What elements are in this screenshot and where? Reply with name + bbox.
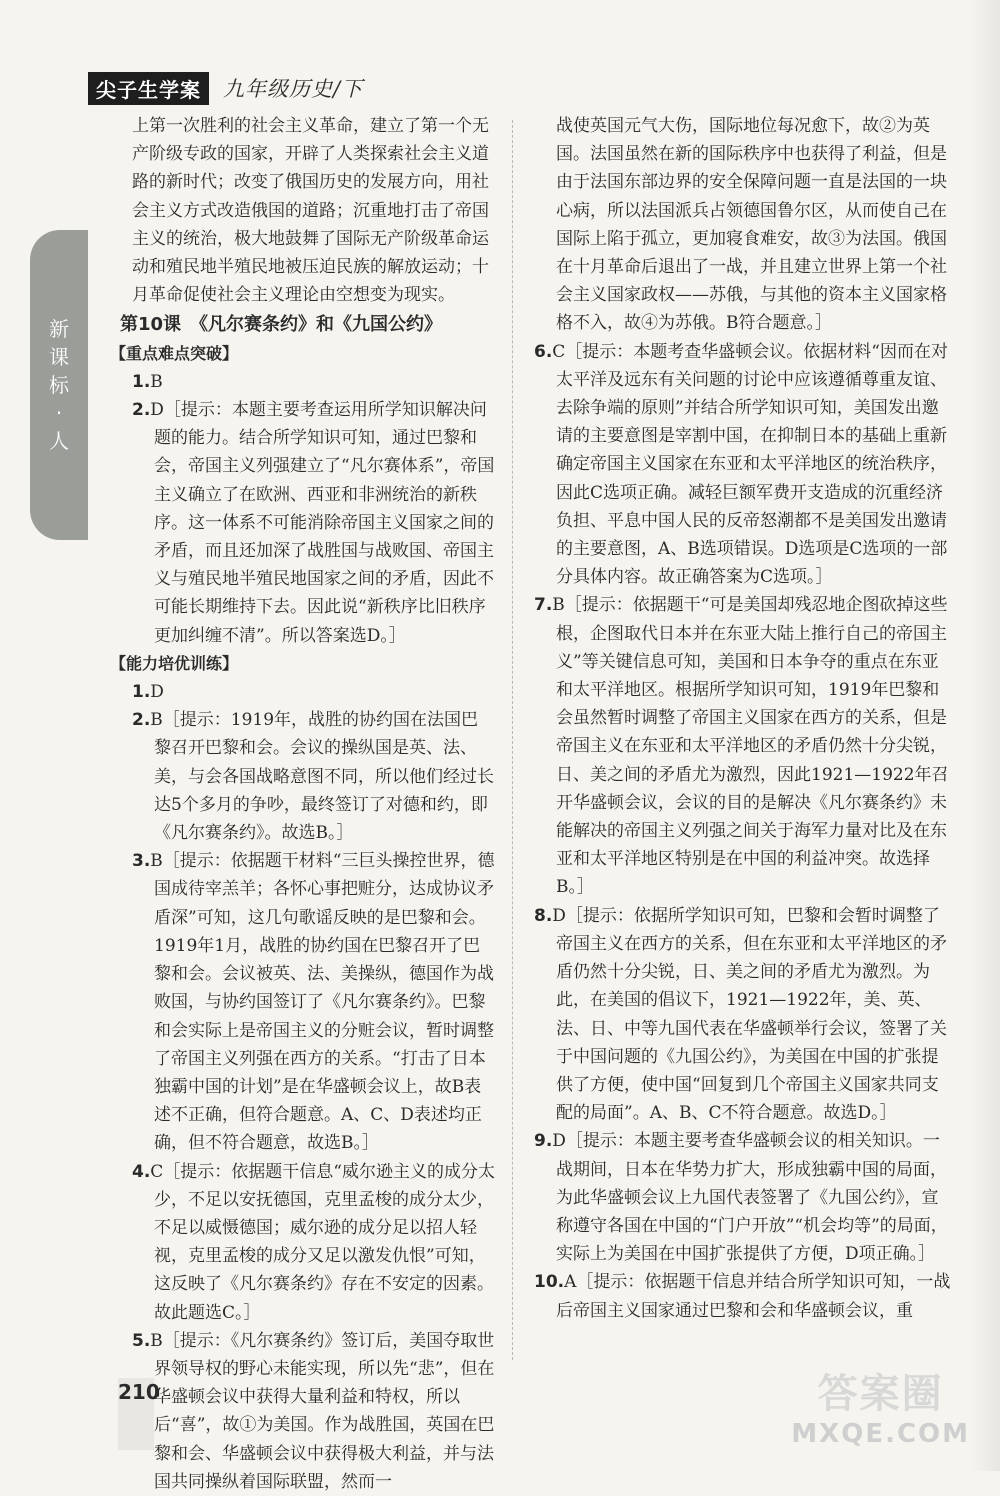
answer-item: 2.D［提示：本题主要考查运用所学知识解决问题的能力。结合所学知识可知，通过巴黎和会，帝国主义列强建立了“凡尔赛体系”，帝国主义确立了在欧洲、西亚和非洲统治的新秩序。这一体系不可能消除帝国主义国家之间的矛盾，而且还加深了战胜国与战败国、帝国主义与殖民地半殖民地国家之间的矛盾，因此不可能长期维持下去。因此说“新秩序比旧秩序更加纠缠不清”。所以答案选D。］ <box>132 400 495 646</box>
right-column <box>534 112 952 1325</box>
answer-item: 10.A［提示：依据题干信息并结合所学知识可知，一战后帝国主义国家通过巴黎和会和华盛顿会议，重 <box>534 1272 951 1321</box>
answer-item: 1.D <box>132 682 164 703</box>
answer-item: 8.D［提示：依据所学知识可知，巴黎和会暂时调整了帝国主义在西方的关系，但在东亚和太平洋地区的矛盾仍然十分尖锐，日、美之间的矛盾尤为激烈。为此，在美国的倡议下，1921—1922年，美、英、法、日、中等九国代表在华盛顿举行会议，签署了关于中国问题的《九国公约》，为美国在中国的扩张提供了方便，使中国“回复到几个帝国主义国家共同支配的局面”。A、B、C不符合题意。故选D。］ <box>534 905 947 1124</box>
answer-item: 9.D［提示：本题主要考查华盛顿会议的相关知识。一战期间，日本在华势力扩大，形成独霸中国的局面，为此华盛顿会议上九国代表签署了《九国公约》，宣称遵守各国在中国的“门户开放”“机会均等”的局面，实际上为美国在中国扩张提供了方便，D项正确。］ <box>534 1131 948 1265</box>
answer-item: 7.B［提示：依据题干“可是美国却残忍地企图砍掉这些根，企图取代日本并在东亚大陆上推行自己的帝国主义”等关键信息可知，美国和日本争夺的重点在东亚和太平洋地区。根据所学知识可知，1919年巴黎和会虽然暂时调整了帝国主义国家在西方的关系，但是帝国主义在东亚和太平洋地区的矛盾仍然十分尖锐，日、美之间的矛盾尤为激烈，因此1921—1922年召开华盛顿会议，会议的目的是解决《凡尔赛条约》未能解决的帝国主义列强之间关于海军力量对比及在东亚和太平洋地区特别是在中国的利益冲突。故选择B。］ <box>534 595 949 898</box>
answer-item: 4.C［提示：依据题干信息“威尔逊主义的成分太少，不足以安抚德国，克里孟梭的成分太少，不足以威慑德国；威尔逊的成分足以招人轻视，克里孟梭的成分又足以激发仇恨”可知，这反映了《凡尔赛条约》存在不安定的因素。故此题选C。］ <box>132 1161 495 1323</box>
continuation-paragraph: 战使英国元气大伤，国际地位每况愈下，故②为英国。法国虽然在新的国际秩序中也获得了利益，但是由于法国东部边界的安全保障问题一直是法国的一块心病，所以法国派兵占领德国鲁尔区，从而使自己在国际上陷于孤立，更加寝食难安，故③为法国。俄国在十月革命后退出了一战，并且建立世界上第一个社会主义国家政权——苏俄，与其他的资本主义国家格格不入，故④为苏俄。B符合题意。］ <box>556 116 947 334</box>
left-column <box>110 112 495 1496</box>
page-number: 210 <box>118 1378 154 1450</box>
answer-item: 1.B <box>132 371 163 392</box>
section-heading-training: 【能力培优训练】 <box>110 653 239 673</box>
intro-paragraph: 上第一次胜利的社会主义革命，建立了第一个无产阶级专政的国家，开辟了人类探索社会主义道路的新时代；改变了俄国历史的发展方向，用社会主义方式改造俄国的道路；沉重地打击了帝国主义的统治，极大地鼓舞了国际无产阶级革命运动和殖民地半殖民地被压迫民族的解放运动；十月革命促使社会主义理论由空想变为现实。 <box>132 116 489 306</box>
answer-item: 5.B［提示：《凡尔赛条约》签订后，美国夺取世界领导权的野心未能实现，所以先“悲”，但在华盛顿会议中获得大量利益和特权，所以后“喜”，故①为美国。作为战胜国，英国在巴黎和会、华盛顿会议中获得极大利益，并与法国共同操纵着国际联盟，然而一 <box>132 1330 495 1492</box>
answer-item: 6.C［提示：本题考查华盛顿会议。依据材料“因而在对太平洋及远东有关问题的讨论中应该遵循尊重友谊、去除争端的原则”并结合所学知识可知，美国发出邀请的主要意图是宰割中国，在抑制日本的基础上重新确定帝国主义国家在东亚和太平洋地区的统治秩序，因此C选项正确。减轻巨额军费开支造成的沉重经济负担、平息中国人民的反帝怒潮都不是美国发出邀请的主要意图，A、B选项错误。D选项是C选项的一部分具体内容。故正确答案为C选项。］ <box>534 341 948 588</box>
answer-item: 2.B［提示：1919年，战胜的协约国在法国巴黎召开巴黎和会。会议的操纵国是英、法、美，与会各国战略意图不同，所以他们经过长达5个多月的争吵，最终签订了对德和约，即《凡尔赛条约》。故选B。］ <box>132 710 494 844</box>
watermark-url: MXQE.COM <box>791 1419 970 1449</box>
watermark <box>791 1362 970 1449</box>
side-tab-char: · <box>55 401 63 425</box>
page-edge-shadow <box>970 0 1000 1471</box>
side-tab-char: 标 <box>49 373 69 397</box>
section-heading-key-points: 【重点难点突破】 <box>110 343 239 363</box>
side-tab-char: 人 <box>49 429 69 453</box>
column-divider <box>512 120 513 1360</box>
lesson-title: 第10课 《凡尔赛条约》和《九国公约》 <box>120 314 443 336</box>
watermark-logo: 答案圈 <box>817 1371 944 1417</box>
book-subtitle: 九年级历史/下 <box>223 77 364 101</box>
brand-label: 尖子生学案 <box>88 72 209 105</box>
side-tab <box>30 230 88 540</box>
page-header <box>88 72 363 104</box>
side-tab-char: 新 <box>49 317 69 341</box>
answer-item: 3.B［提示：依据题干材料“三巨头操控世界，德国成待宰羔羊；各怀心事把赃分，达成协议矛盾深”可知，这几句歌谣反映的是巴黎和会。1919年1月，战胜的协约国在巴黎召开了巴黎和会。会议被英、法、美操纵，德国作为战败国，与协约国签订了《凡尔赛条约》。巴黎和会实际上是帝国主义的分赃会议，暂时调整了帝国主义列强在西方的关系。“打击了日本独霸中国的计划”是在华盛顿会议上，故B表述不正确，但符合题意。A、C、D表述均正确，但不符合题意，故选B。］ <box>132 851 495 1154</box>
side-tab-char: 课 <box>49 345 69 369</box>
